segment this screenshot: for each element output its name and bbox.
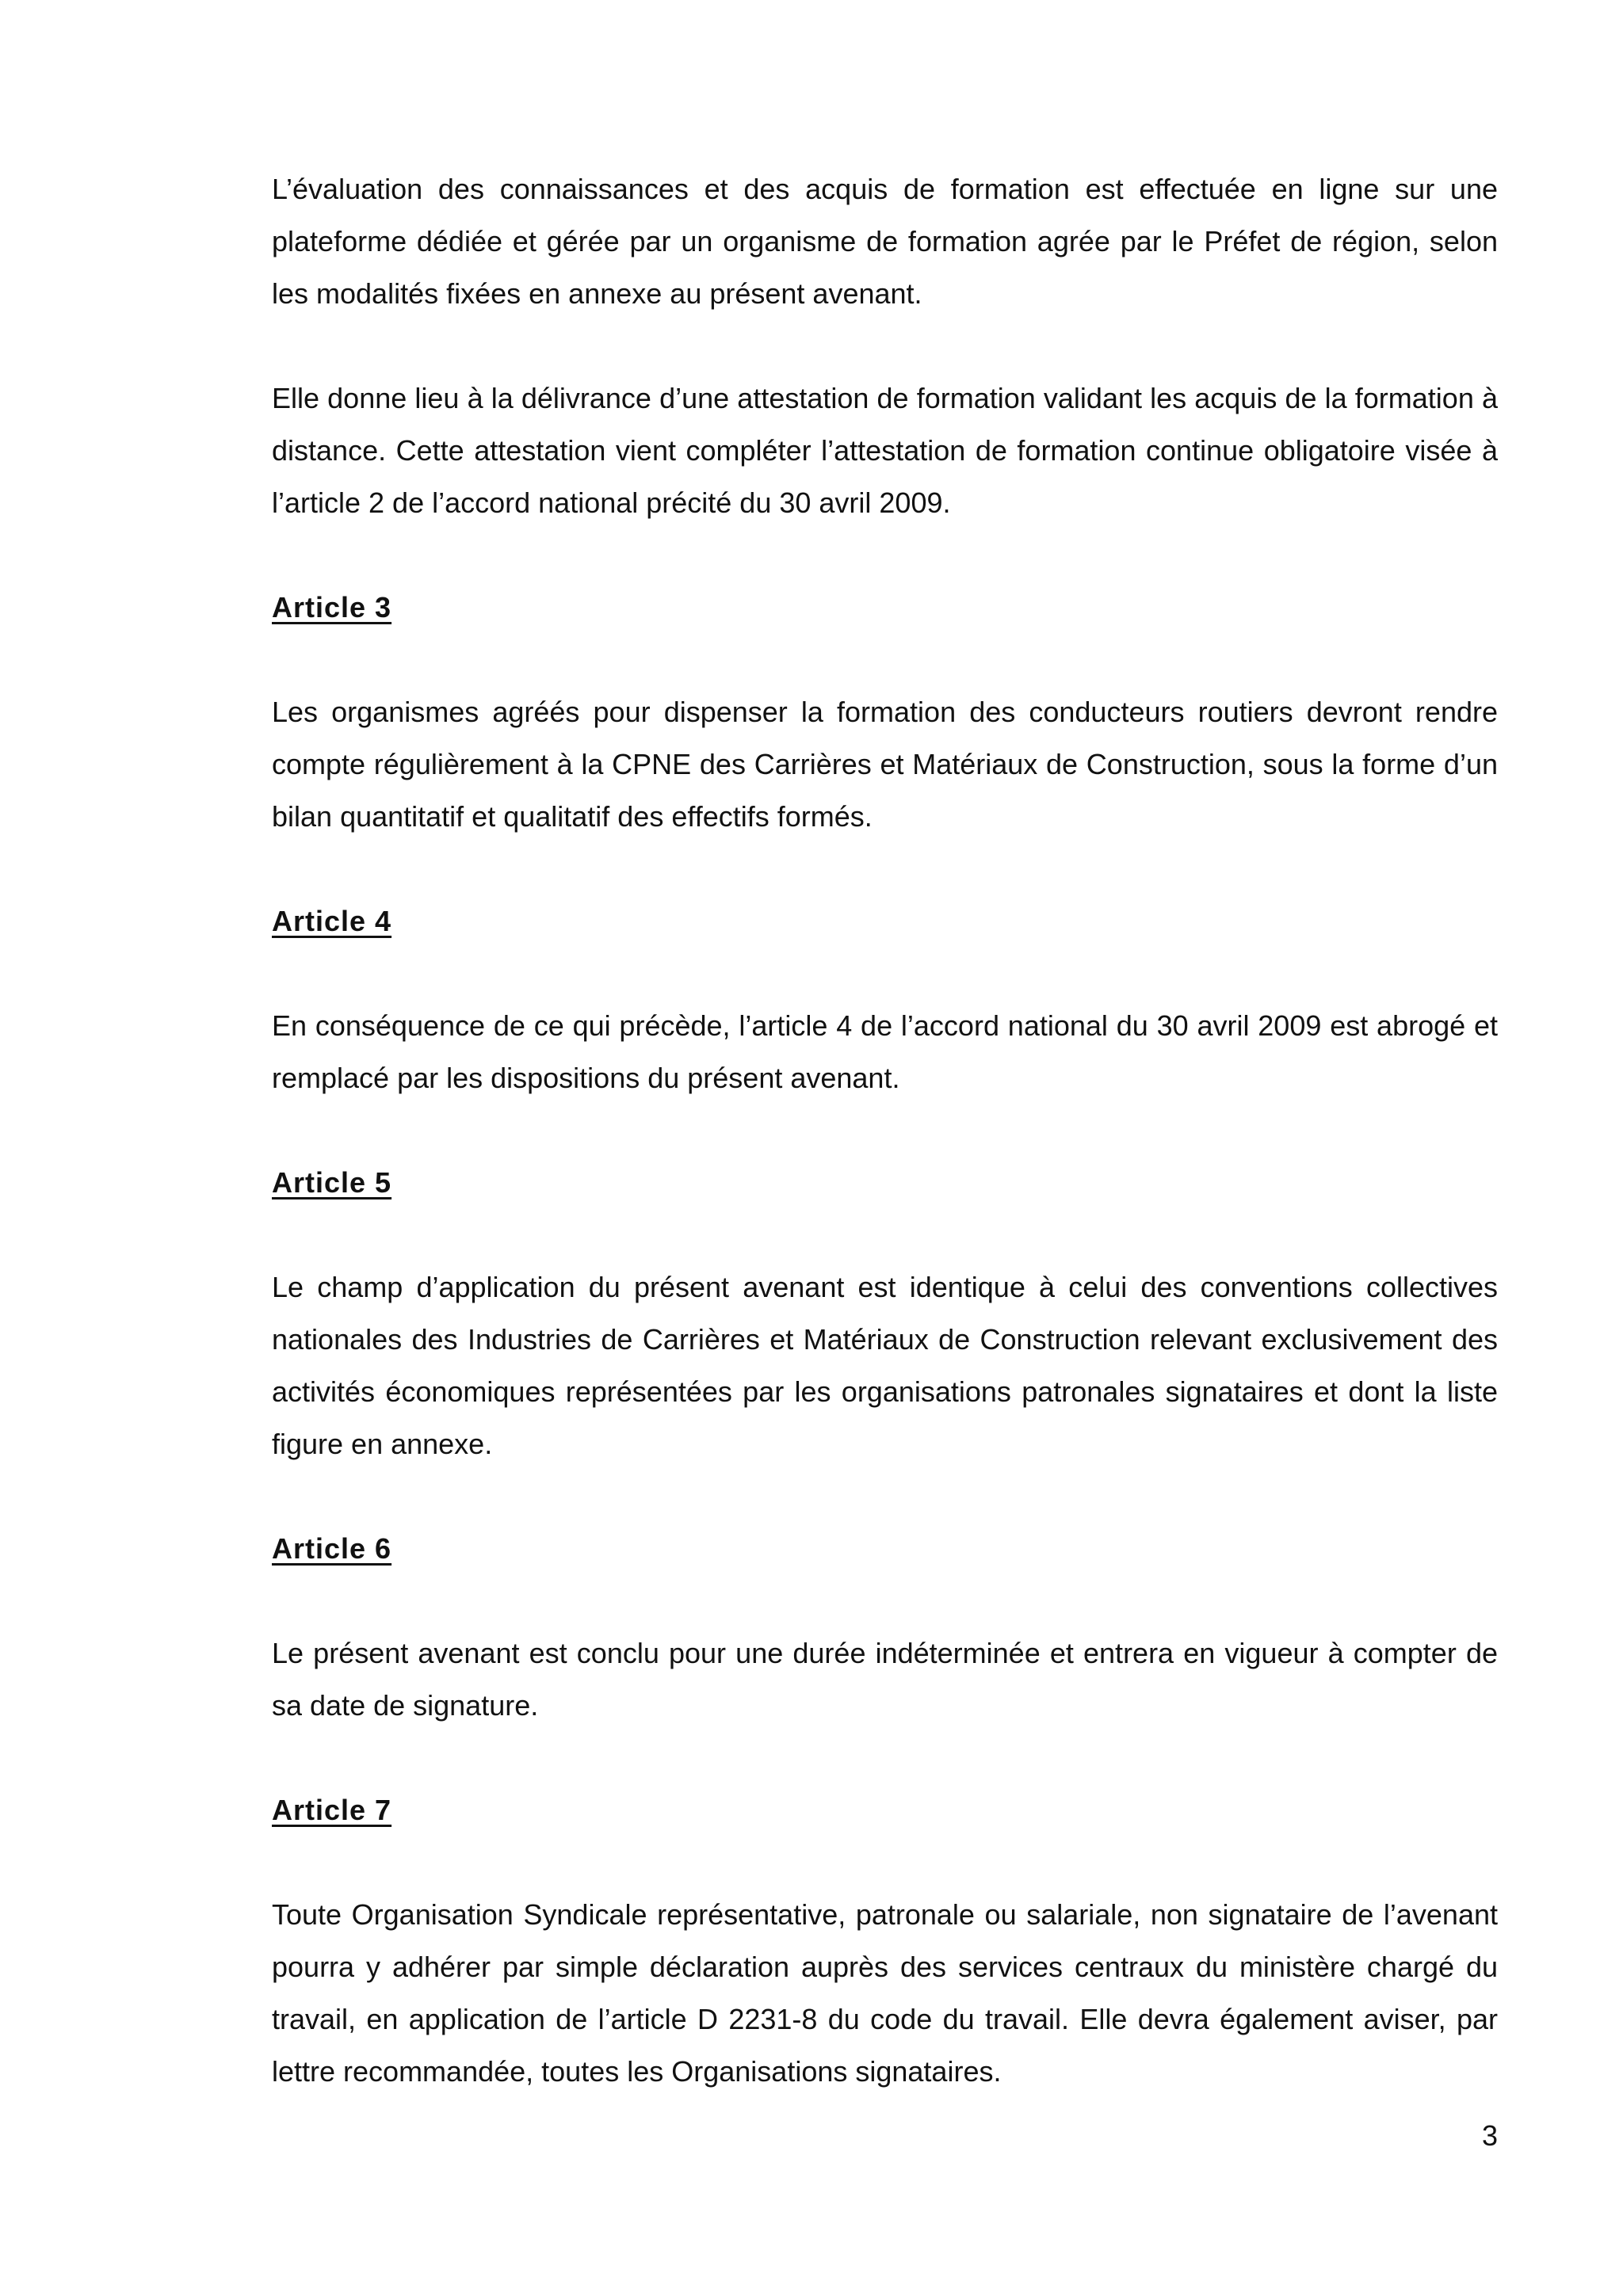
article-4-heading: Article 4 bbox=[272, 905, 392, 937]
page-number: 3 bbox=[1481, 2119, 1498, 2152]
article-3-paragraph: Les organismes agréés pour dispenser la formation des conducteurs routiers devront rendre compte régulièrement à la CPNE des Carrières et Matériaux de Construction, sous la forme d’un bilan quantitatif et qualitatif des effectifs formés. bbox=[272, 696, 1498, 833]
article-5-paragraph: Le champ d’application du présent avenant est identique à celui des conventions collectives nationales des Industries de Carrières et Matériaux de Construction relevant exclusivement des activités économiques représentées par les organisations patronales signataires et dont la liste figure en annexe. bbox=[272, 1271, 1498, 1460]
article-7-paragraph: Toute Organisation Syndicale représentative, patronale ou salariale, non signataire de l’avenant pourra y adhérer par simple déclaration auprès des services centraux du ministère chargé du travail, en application de l’article D 2231-8 du code du travail. Elle devra également aviser, par lettre recommandée, toutes les Organisations signataires. bbox=[272, 1898, 1498, 2088]
article-5-heading: Article 5 bbox=[272, 1166, 392, 1199]
article-6-heading: Article 6 bbox=[272, 1532, 392, 1565]
intro-paragraph-evaluation: L’évaluation des connaissances et des acquis de formation est effectuée en ligne sur une plateforme dédiée et gérée par un organisme de formation agrée par le Préfet de région, selon les modalités fixées en annexe au présent avenant. bbox=[272, 173, 1498, 310]
article-7-heading: Article 7 bbox=[272, 1794, 392, 1826]
document-body bbox=[272, 163, 1498, 2150]
article-3-heading: Article 3 bbox=[272, 591, 392, 624]
article-4-paragraph: En conséquence de ce qui précède, l’article 4 de l’accord national du 30 avril 2009 est abrogé et remplacé par les dispositions du présent avenant. bbox=[272, 1009, 1498, 1094]
article-6-paragraph: Le présent avenant est conclu pour une durée indéterminée et entrera en vigueur à compter de sa date de signature. bbox=[272, 1637, 1498, 1722]
intro-paragraph-attestation: Elle donne lieu à la délivrance d’une attestation de formation validant les acquis de la formation à distance. Cette attestation vient compléter l’attestation de formation continue obligatoire visée à l’article 2 de l’accord national précité du 30 avril 2009. bbox=[272, 382, 1498, 519]
